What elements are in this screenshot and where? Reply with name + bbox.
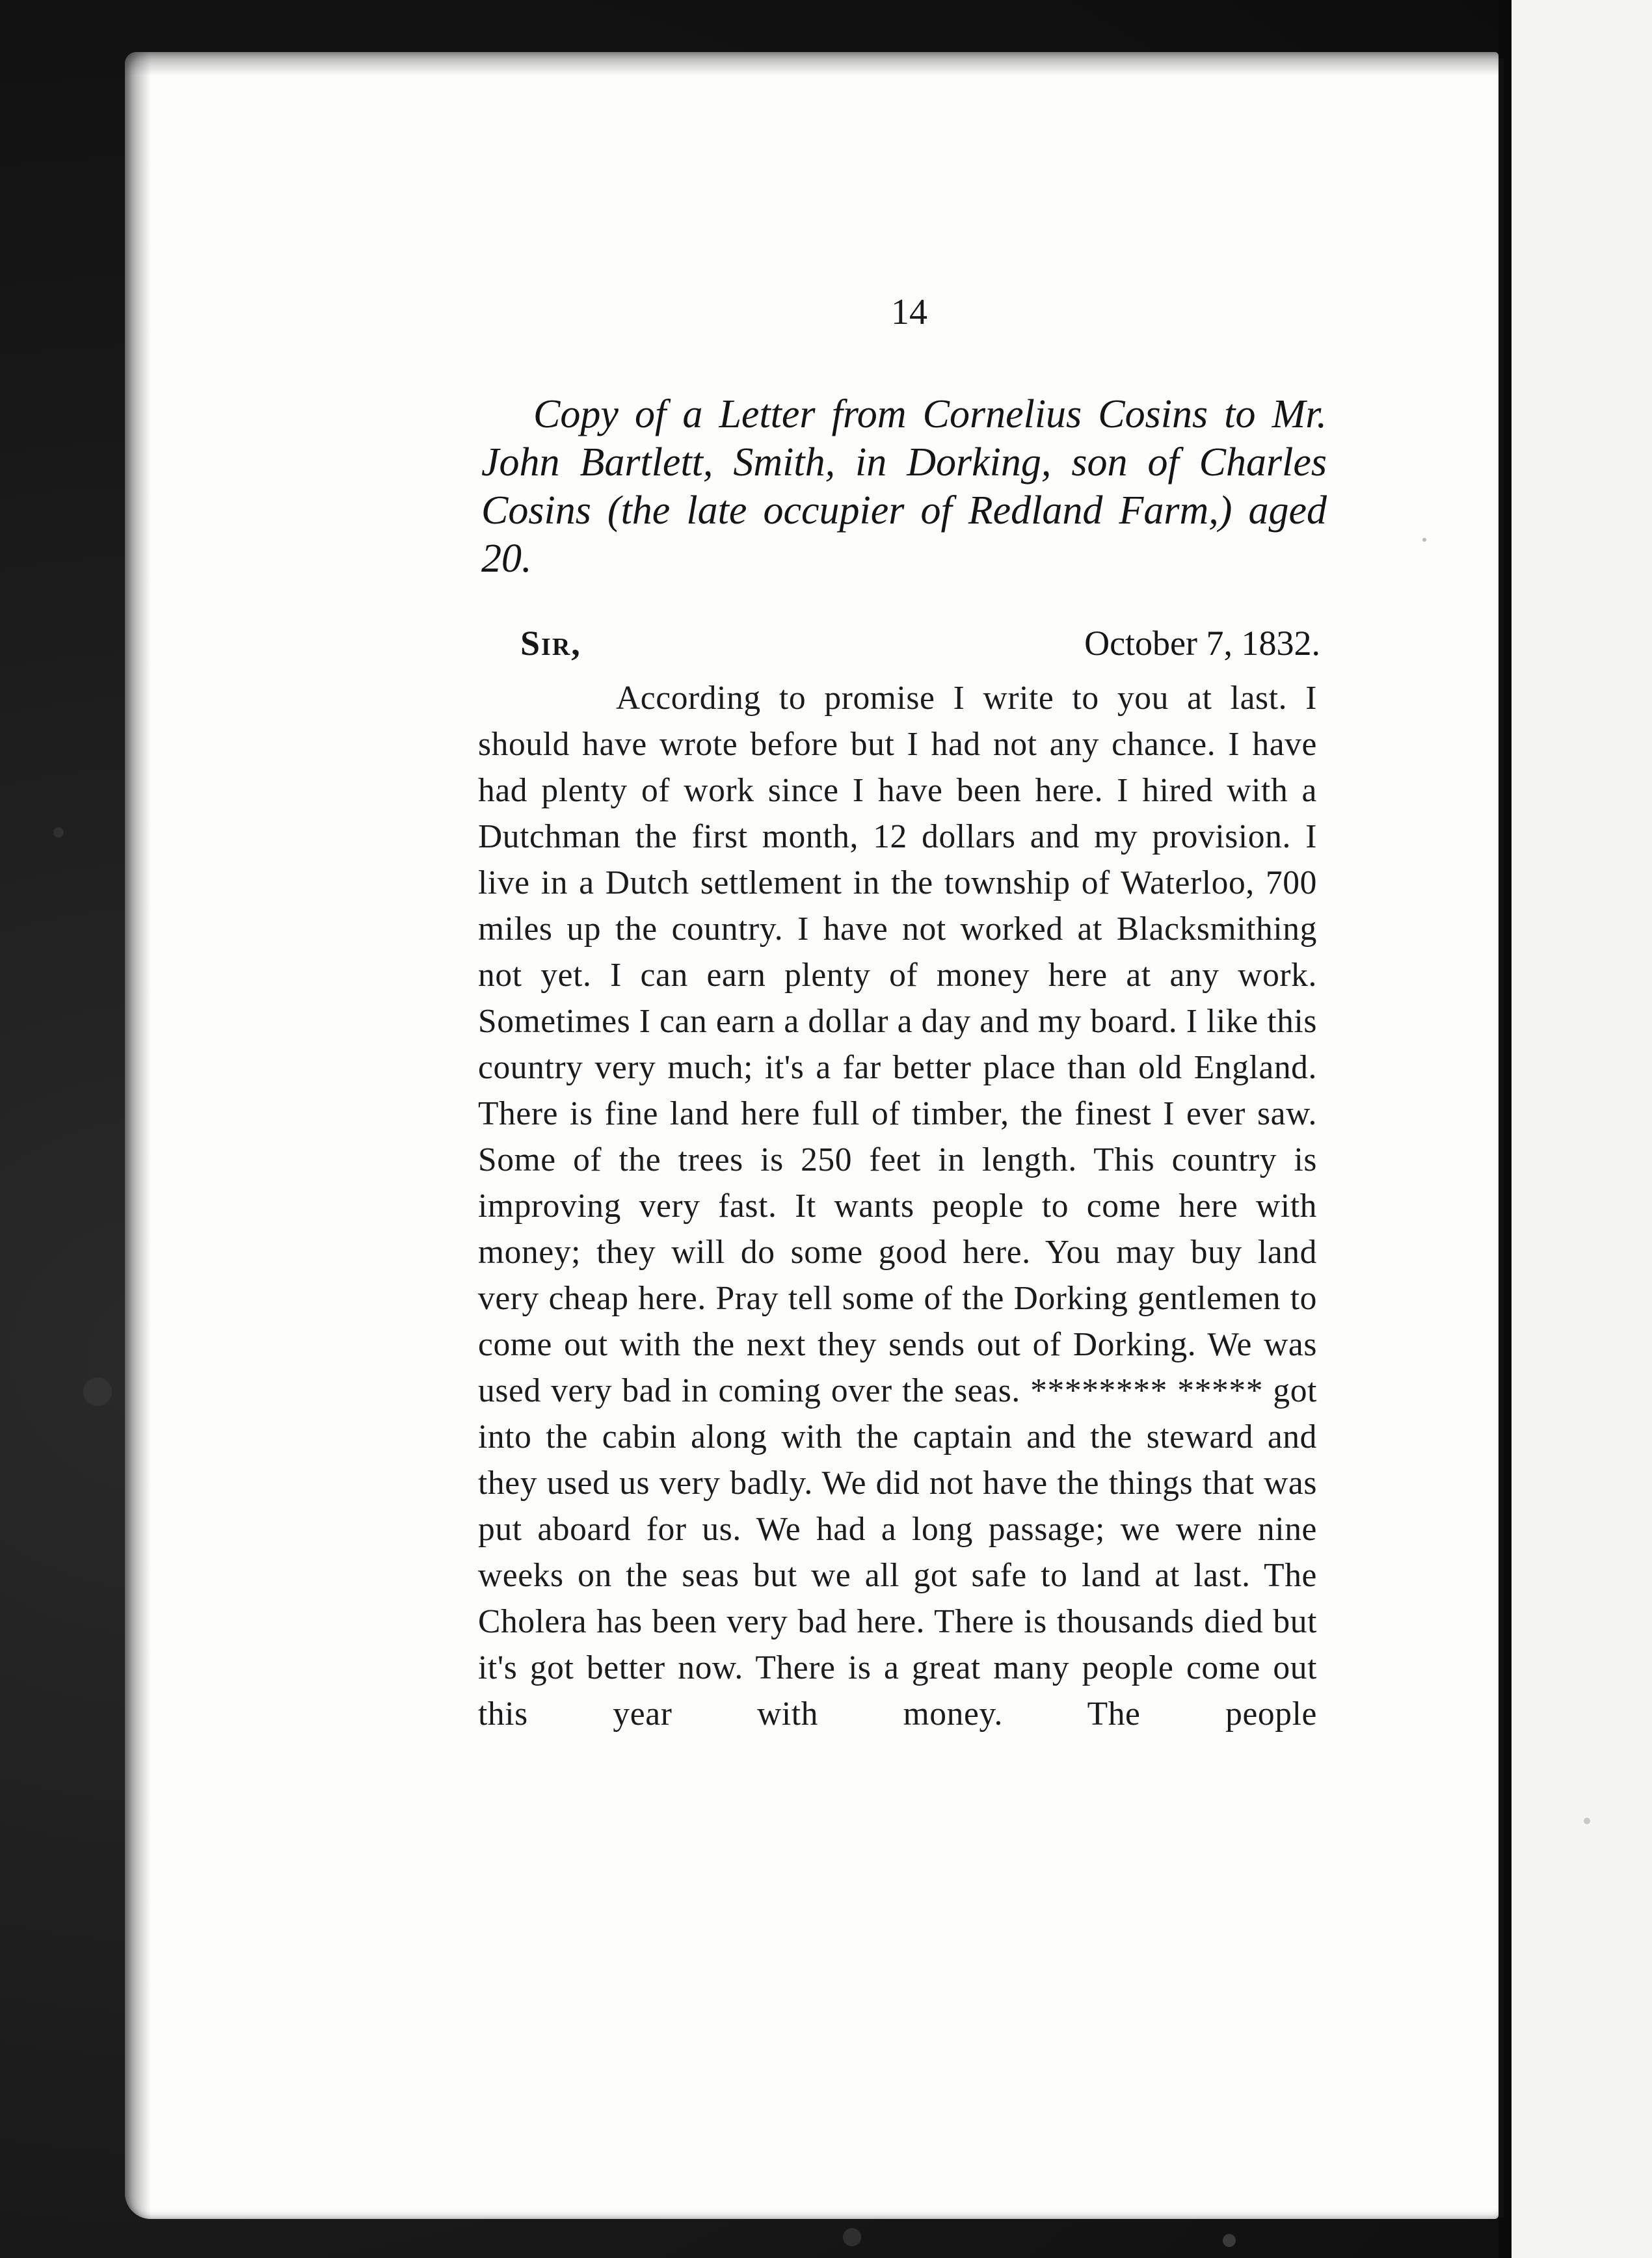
facing-page-edge bbox=[1499, 0, 1652, 2258]
page-top-shadow bbox=[125, 52, 1499, 75]
letter-date: October 7, 1832. bbox=[1084, 624, 1320, 663]
dust-speck bbox=[843, 2228, 861, 2246]
letter-heading: Copy of a Letter from Cornelius Cosins to Mr. John Bartlett, Smith, in Dorking, son of Charles Cosins (the late occupier of Redland Farm,) aged 20. bbox=[481, 392, 1327, 581]
binding-gutter bbox=[1499, 59, 1504, 2218]
dust-speck bbox=[53, 827, 64, 838]
page-number: 14 bbox=[891, 292, 927, 332]
dust-speck bbox=[83, 1377, 112, 1406]
dust-speck bbox=[1223, 2234, 1236, 2247]
page-edge-shadow bbox=[125, 52, 151, 2219]
letter-body: According to promise I write to you at last. I should have wrote before but I had not any chance. I have had plenty of work since I have been here. I hired with a Dutchman the first month, 12 dollars and my provision. I live in a Dutch settlement in the township of Waterloo, 700 miles up the country. I have not worked at Blacksmithing not yet. I can earn plenty of money here at any work. Sometimes I can earn a dollar a day and my board. I like this country very much; it's a far better place than old England. There is fine land here full of timber, the finest I ever saw. Some of the trees is 250 feet in length. This country is improving very fast. It wants people to come here with money; they will do some good here. You may buy land very cheap here. Pray tell some of the Dorking gentlemen to come out with the next they sends out of Dorking. We was used very bad in coming over the seas. ******** ***** got into the cabin along with the captain and the steward and they used us very badly. We did not have the things that was put aboard for us. We had a long passage; we were nine weeks on the seas but we all got safe to land at last. The Cholera has been very bad here. There is thousands died but it's got better now. There is a great many people come out this year with money. The people bbox=[478, 680, 1317, 1733]
salutation: Sir, bbox=[520, 624, 581, 663]
